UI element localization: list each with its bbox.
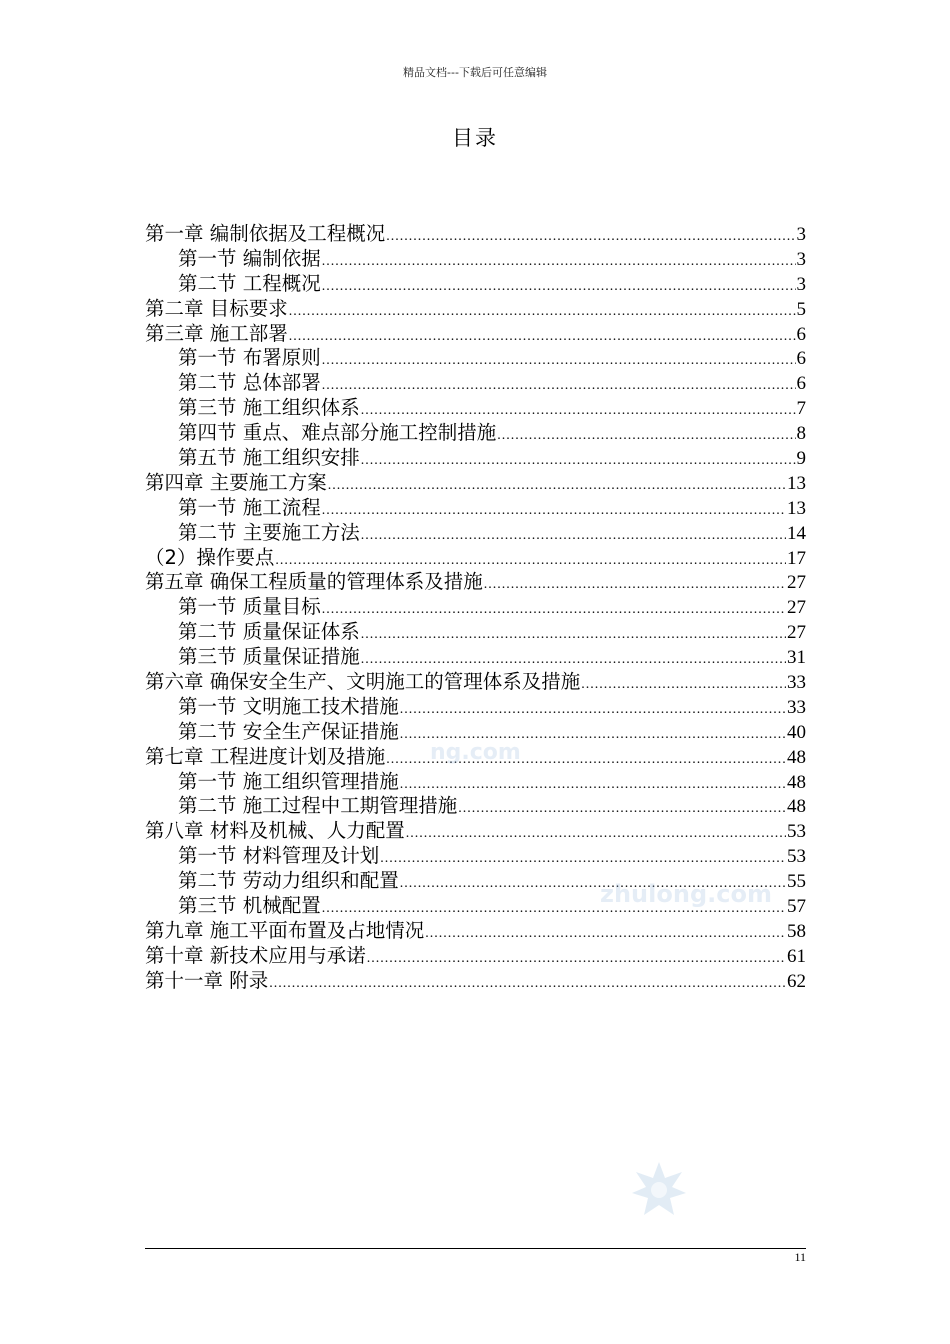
toc-entry-label: 第四章 主要施工方案 [145,470,327,494]
toc-entry-page: 13 [787,497,806,519]
toc-entry-page: 33 [787,696,806,718]
toc-entry[interactable] [145,272,806,297]
toc-entry-label: 第三章 施工部署 [145,321,288,345]
toc-dot-leader [322,374,796,396]
toc-entry[interactable] [145,844,806,869]
toc-entry-label: 第二节 质量保证体系 [178,620,360,644]
toc-entry[interactable] [145,421,806,446]
toc-entry[interactable] [145,521,806,546]
toc-dot-leader [289,325,796,347]
watermark-text: zhulong.com [600,880,772,908]
toc-entry-page: 7 [796,398,806,420]
toc-dot-leader [361,524,786,546]
watermark-logo-icon [630,1160,688,1218]
toc-entry[interactable] [145,720,806,745]
toc-dot-leader [367,947,786,969]
toc-entry[interactable] [145,570,806,595]
toc-entry[interactable] [145,794,806,819]
toc-entry-label: 第三节 质量保证措施 [178,645,360,669]
toc-entry-page: 40 [787,721,806,743]
toc-dot-leader [322,250,796,272]
toc-dot-leader [386,748,786,770]
toc-entry-page: 55 [787,871,806,893]
toc-entry[interactable] [145,695,806,720]
toc-dot-leader [400,698,786,720]
toc-dot-leader [322,499,786,521]
toc-entry-page: 53 [787,821,806,843]
toc-dot-leader [400,773,786,795]
toc-entry[interactable] [145,346,806,371]
toc-dot-leader [361,623,786,645]
toc-dot-leader [328,474,786,496]
table-of-contents [145,222,806,994]
toc-entry-page: 27 [787,597,806,619]
toc-entry-page: 9 [796,448,806,470]
toc-entry-page: 3 [796,248,806,270]
toc-entry-label: 第一节 编制依据 [178,246,321,270]
toc-entry[interactable] [145,471,806,496]
toc-entry-label: 第二节 主要施工方法 [178,520,360,544]
header-banner: 精品文档---下载后可任意编辑 [403,66,547,79]
toc-dot-leader [380,847,786,869]
toc-entry-page: 33 [787,672,806,694]
toc-entry-label: （2）操作要点 [145,545,275,569]
toc-entry-page: 3 [796,224,806,245]
toc-dot-leader [406,822,786,844]
toc-entry[interactable] [145,894,806,919]
toc-entry-label: 第四节 重点、难点部分施工控制措施 [178,421,497,445]
toc-entry-page: 58 [787,920,806,942]
toc-dot-leader [322,349,796,371]
toc-entry[interactable] [145,371,806,396]
toc-dot-leader [289,300,796,322]
toc-entry-label: 第十一章 附录 [145,968,269,992]
toc-entry-page: 8 [796,423,806,445]
toc-entry-page: 14 [787,522,806,544]
toc-entry-label: 第一节 文明施工技术措施 [178,694,399,718]
toc-entry[interactable] [145,770,806,795]
toc-entry-label: 第二节 施工过程中工期管理措施 [178,794,458,818]
toc-entry[interactable] [145,297,806,322]
toc-entry[interactable] [145,546,806,571]
toc-dot-leader [322,897,786,919]
toc-dot-leader [361,449,796,471]
toc-entry[interactable] [145,222,806,247]
toc-entry[interactable] [145,745,806,770]
toc-entry-label: 第十章 新技术应用与承诺 [145,943,366,967]
toc-entry[interactable] [145,496,806,521]
page-title: 目录 [452,126,498,150]
footer-divider [145,1248,806,1249]
toc-entry-page: 48 [787,746,806,768]
toc-dot-leader [361,399,796,421]
toc-entry[interactable] [145,819,806,844]
toc-dot-leader [322,598,786,620]
toc-entry-label: 第七章 工程进度计划及措施 [145,744,386,768]
toc-entry-page: 3 [796,273,806,295]
toc-dot-leader [425,922,786,944]
toc-entry-label: 第一节 布署原则 [178,346,321,370]
toc-entry-page: 6 [796,373,806,395]
toc-entry-page: 27 [787,572,806,594]
page-number: 11 [794,1250,806,1264]
toc-entry-label: 第一节 施工组织管理措施 [178,769,399,793]
toc-entry[interactable] [145,396,806,421]
toc-dot-leader [269,972,786,994]
toc-entry[interactable] [145,446,806,471]
toc-dot-leader [497,424,795,446]
toc-entry-page: 5 [796,298,806,320]
toc-dot-leader [386,225,795,247]
toc-entry-page: 13 [787,472,806,494]
toc-entry[interactable] [145,322,806,347]
toc-entry-label: 第二节 总体部署 [178,371,321,395]
toc-entry[interactable] [145,595,806,620]
toc-entry-label: 第六章 确保安全生产、文明施工的管理体系及措施 [145,670,581,694]
toc-entry[interactable] [145,919,806,944]
toc-entry-page: 57 [787,896,806,918]
toc-entry-page: 27 [787,622,806,644]
toc-entry[interactable] [145,645,806,670]
toc-entry[interactable] [145,247,806,272]
toc-dot-leader [458,797,786,819]
toc-entry-label: 第五节 施工组织安排 [178,446,360,470]
toc-dot-leader [275,549,786,571]
toc-entry[interactable] [145,969,806,994]
toc-entry-label: 第二节 劳动力组织和配置 [178,869,399,893]
toc-entry-page: 17 [787,547,806,569]
toc-entry-label: 第九章 施工平面布置及占地情况 [145,918,425,942]
toc-dot-leader [400,723,786,745]
toc-entry-page: 6 [796,348,806,370]
toc-entry[interactable] [145,670,806,695]
toc-dot-leader [484,573,786,595]
toc-entry-page: 61 [787,945,806,967]
toc-entry-label: 第三节 机械配置 [178,894,321,918]
toc-entry-page: 31 [787,647,806,669]
toc-entry-label: 第一节 施工流程 [178,495,321,519]
toc-entry-label: 第二节 工程概况 [178,271,321,295]
toc-entry[interactable] [145,944,806,969]
toc-entry-page: 48 [787,796,806,818]
toc-dot-leader [581,673,786,695]
toc-entry-page: 6 [796,323,806,345]
toc-entry-page: 48 [787,771,806,793]
toc-entry-label: 第一节 材料管理及计划 [178,844,380,868]
watermark-text: ng.com [430,740,521,765]
toc-entry-label: 第二章 目标要求 [145,296,288,320]
toc-entry-label: 第五章 确保工程质量的管理体系及措施 [145,570,483,594]
toc-entry[interactable] [145,869,806,894]
toc-entry-label: 第一章 编制依据及工程概况 [145,222,386,245]
toc-entry-page: 53 [787,846,806,868]
toc-entry-label: 第三节 施工组织体系 [178,396,360,420]
toc-entry-label: 第一节 质量目标 [178,595,321,619]
toc-entry[interactable] [145,620,806,645]
toc-dot-leader [322,275,796,297]
toc-entry-label: 第二节 安全生产保证措施 [178,719,399,743]
toc-dot-leader [361,648,786,670]
toc-entry-label: 第八章 材料及机械、人力配置 [145,819,405,843]
toc-dot-leader [400,872,786,894]
toc-entry-page: 62 [787,970,806,992]
